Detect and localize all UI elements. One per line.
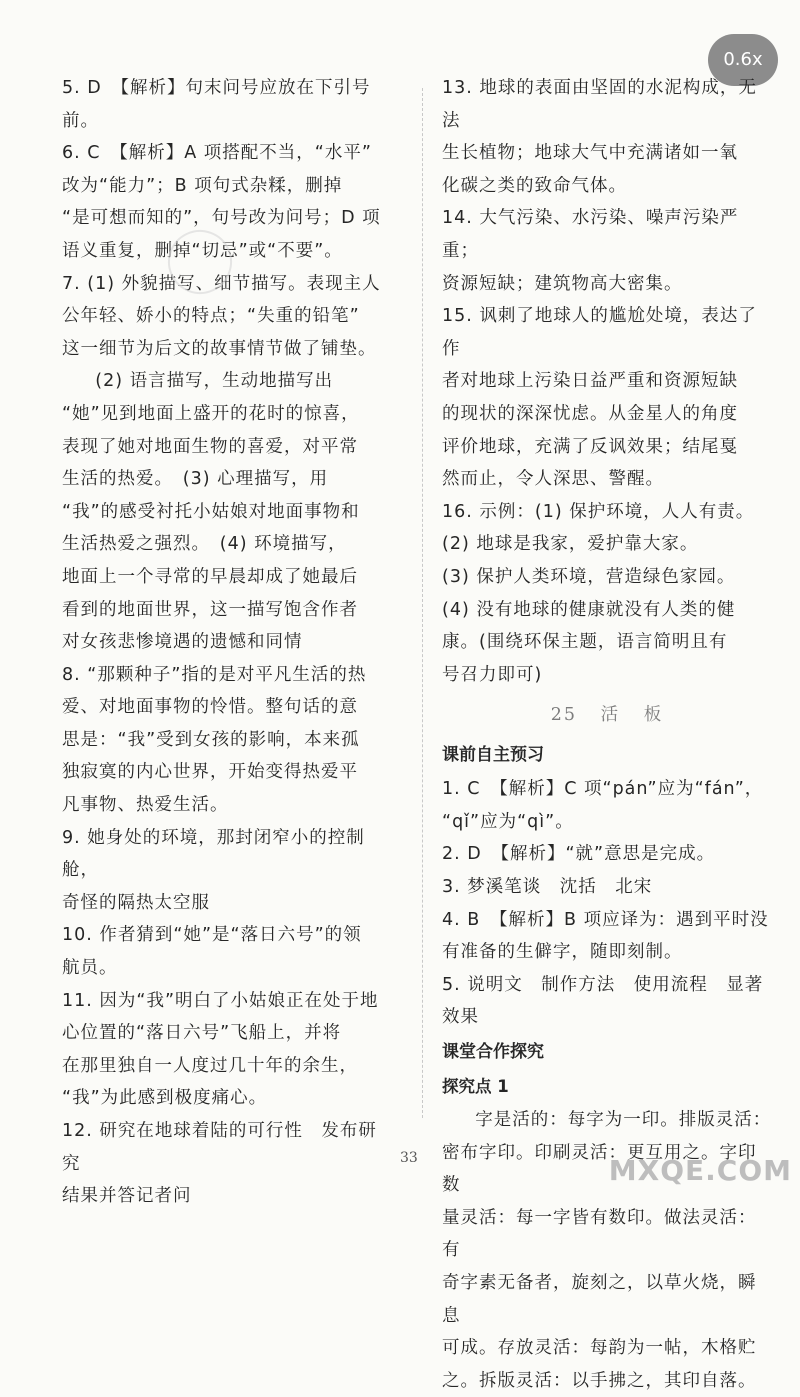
answer-line: 化碳之类的致命气体。 — [442, 175, 627, 196]
answer-line: 独寂寞的内心世界，开始变得热爱平 — [62, 762, 358, 783]
left-answer-column — [62, 72, 392, 1213]
answer-line: 对女孩悲惨境遇的遗憾和同情 — [62, 632, 303, 653]
answer-line: 然而止，令人深思、警醒。 — [442, 469, 664, 490]
explore-answer-line: 奇字素无备者，旋刻之，以草火烧，瞬息 — [442, 1273, 757, 1326]
answer-line: 16. 示例：(1) 保护环境，人人有责。 — [442, 501, 755, 522]
answer-line: (2) 地球是我家，爱护靠大家。 — [442, 534, 699, 555]
answer-line: “我”为此感到极度痛心。 — [62, 1088, 268, 1109]
page-number: 33 — [400, 1150, 418, 1166]
answer-line: 13. 地球的表面由坚固的水泥构成，无法 — [442, 78, 757, 131]
answer-line: 这一细节为后文的故事情节做了铺垫。 — [62, 338, 377, 359]
preview-answer-line: 有准备的生僻字，随即刻制。 — [442, 942, 683, 963]
answer-line: 康。(围绕环保主题，语言简明且有 — [442, 632, 728, 653]
preview-answers — [442, 773, 772, 1034]
answer-line: 7. (1) 外貌描写、细节描写。表现主人 — [62, 273, 381, 294]
explore-answer-line: 量灵活：每一字皆有数印。做法灵活：有 — [442, 1207, 757, 1261]
lesson-title-char-2: 板 — [643, 705, 664, 726]
preview-answer-line: 效果 — [442, 1007, 479, 1028]
lesson-title-char-1: 活 — [600, 705, 621, 726]
answer-line: 语义重复，删掉“切忌”或“不要”。 — [62, 240, 343, 261]
answer-line: (4) 没有地球的健康就没有人类的健 — [442, 599, 736, 620]
answer-line: 生活的热爱。 (3) 心理描写，用 — [62, 469, 329, 490]
lesson-title — [442, 695, 772, 735]
answer-line: 航员。 — [62, 958, 118, 979]
answer-line: 思是：“我”受到女孩的影响，本来孤 — [62, 729, 360, 750]
answer-line: 11. 因为“我”明白了小姑娘正在处于地 — [62, 990, 379, 1011]
explore-answer-line: 之。拆版灵活：以手拂之，其印自落。 — [442, 1370, 757, 1391]
answer-line: “我”的感受衬托小姑娘对地面事物和 — [62, 501, 360, 522]
answer-line: 评价地球，充满了反讽效果；结尾戛 — [442, 436, 738, 457]
preview-answer-line: “qǐ”应为“qì”。 — [442, 811, 574, 832]
explore-point-heading: 探究点 1 — [442, 1077, 509, 1097]
answer-line: 改为“能力”；B 项句式杂糅，删掉 — [62, 175, 343, 196]
section-heading-cooperation: 课堂合作探究 — [442, 1042, 544, 1063]
answer-line: 8. “那颗种子”指的是对平凡生活的热 — [62, 664, 367, 685]
lesson-number: 25 — [550, 705, 578, 726]
explore-answer-line: 密布字印。印刷灵活：更互用之。字印数 — [442, 1142, 757, 1196]
answer-line: 6. C 【解析】A 项搭配不当，“水平” — [62, 143, 372, 164]
answer-line: 资源短缺；建筑物高大密集。 — [442, 273, 683, 294]
answer-line: 生活热爱之强烈。 (4) 环境描写， — [62, 534, 347, 555]
explore-answer-line: 可成。存放灵活：每韵为一帖，木格贮 — [442, 1338, 757, 1359]
playback-speed-badge[interactable]: 0.6x — [708, 34, 778, 86]
answer-line: 心位置的“落日六号”飞船上，并将 — [62, 1023, 342, 1044]
section-heading-preview: 课前自主预习 — [442, 745, 544, 766]
answer-line: 奇怪的隔热太空服 — [62, 892, 210, 913]
explore-answer — [442, 1104, 772, 1397]
answer-line: 10. 作者猜到“她”是“落日六号”的领 — [62, 925, 362, 946]
preview-answer-line: 3. 梦溪笔谈 沈括 北宋 — [442, 877, 653, 898]
answer-line: 地面上一个寻常的早晨却成了她最后 — [62, 566, 358, 587]
answer-line: 表现了她对地面生物的喜爱，对平常 — [62, 436, 358, 457]
preview-answer-line: 5. 说明文 制作方法 使用流程 显著 — [442, 974, 764, 995]
answer-line: 者对地球上污染日益严重和资源短缺 — [442, 371, 738, 392]
answer-line: 5. D 【解析】句末问号应放在下引号 — [62, 78, 371, 98]
column-divider — [422, 88, 423, 1118]
answer-line: 爱、对地面事物的怜惜。整句话的意 — [62, 697, 358, 718]
answer-line: 9. 她身处的环境，那封闭窄小的控制舱， — [62, 827, 365, 881]
answer-line: 公年轻、娇小的特点；“失重的铅笔” — [62, 306, 360, 327]
answer-line: 看到的地面世界，这一描写饱含作者 — [62, 599, 358, 620]
right-answer-column — [442, 72, 772, 1397]
answer-line: “她”见到地面上盛开的花时的惊喜， — [62, 403, 360, 424]
answer-line: 号召力即可) — [442, 664, 543, 685]
preview-answer-line: 2. D 【解析】“就”意思是完成。 — [442, 844, 716, 865]
answer-line: 在那里独自一人度过几十年的余生， — [62, 1055, 358, 1076]
answer-line: 生长植物；地球大气中充满诸如一氧 — [442, 143, 738, 164]
answers-13-16 — [442, 72, 772, 691]
answer-line: 前。 — [62, 110, 99, 131]
answer-line: (2) 语言描写，生动地描写出 — [95, 371, 334, 392]
preview-answer-line: 4. B 【解析】B 项应译为：遇到平时没 — [442, 909, 769, 930]
answer-line: 14. 大气污染、水污染、噪声污染严重； — [442, 208, 739, 261]
explore-answer-line: 字是活的：每字为一印。排版灵活： — [475, 1110, 772, 1131]
preview-answer-line: 1. C 【解析】C 项“pán”应为“fán”， — [442, 779, 764, 800]
answer-line: 凡事物、热爱生活。 — [62, 795, 229, 816]
answer-line: 15. 讽刺了地球人的尴尬处境，表达了作 — [442, 306, 757, 359]
answer-line: “是可想而知的”，句号改为问号；D 项 — [62, 208, 381, 229]
answer-line: (3) 保护人类环境，营造绿色家园。 — [442, 566, 736, 587]
answer-line: 12. 研究在地球着陆的可行性 发布研究 — [62, 1121, 377, 1174]
site-watermark: MXQE.COM — [608, 1154, 792, 1187]
answer-line: 结果并答记者问 — [62, 1186, 192, 1207]
answer-line: 的现状的深深忧虑。从金星人的角度 — [442, 403, 738, 424]
